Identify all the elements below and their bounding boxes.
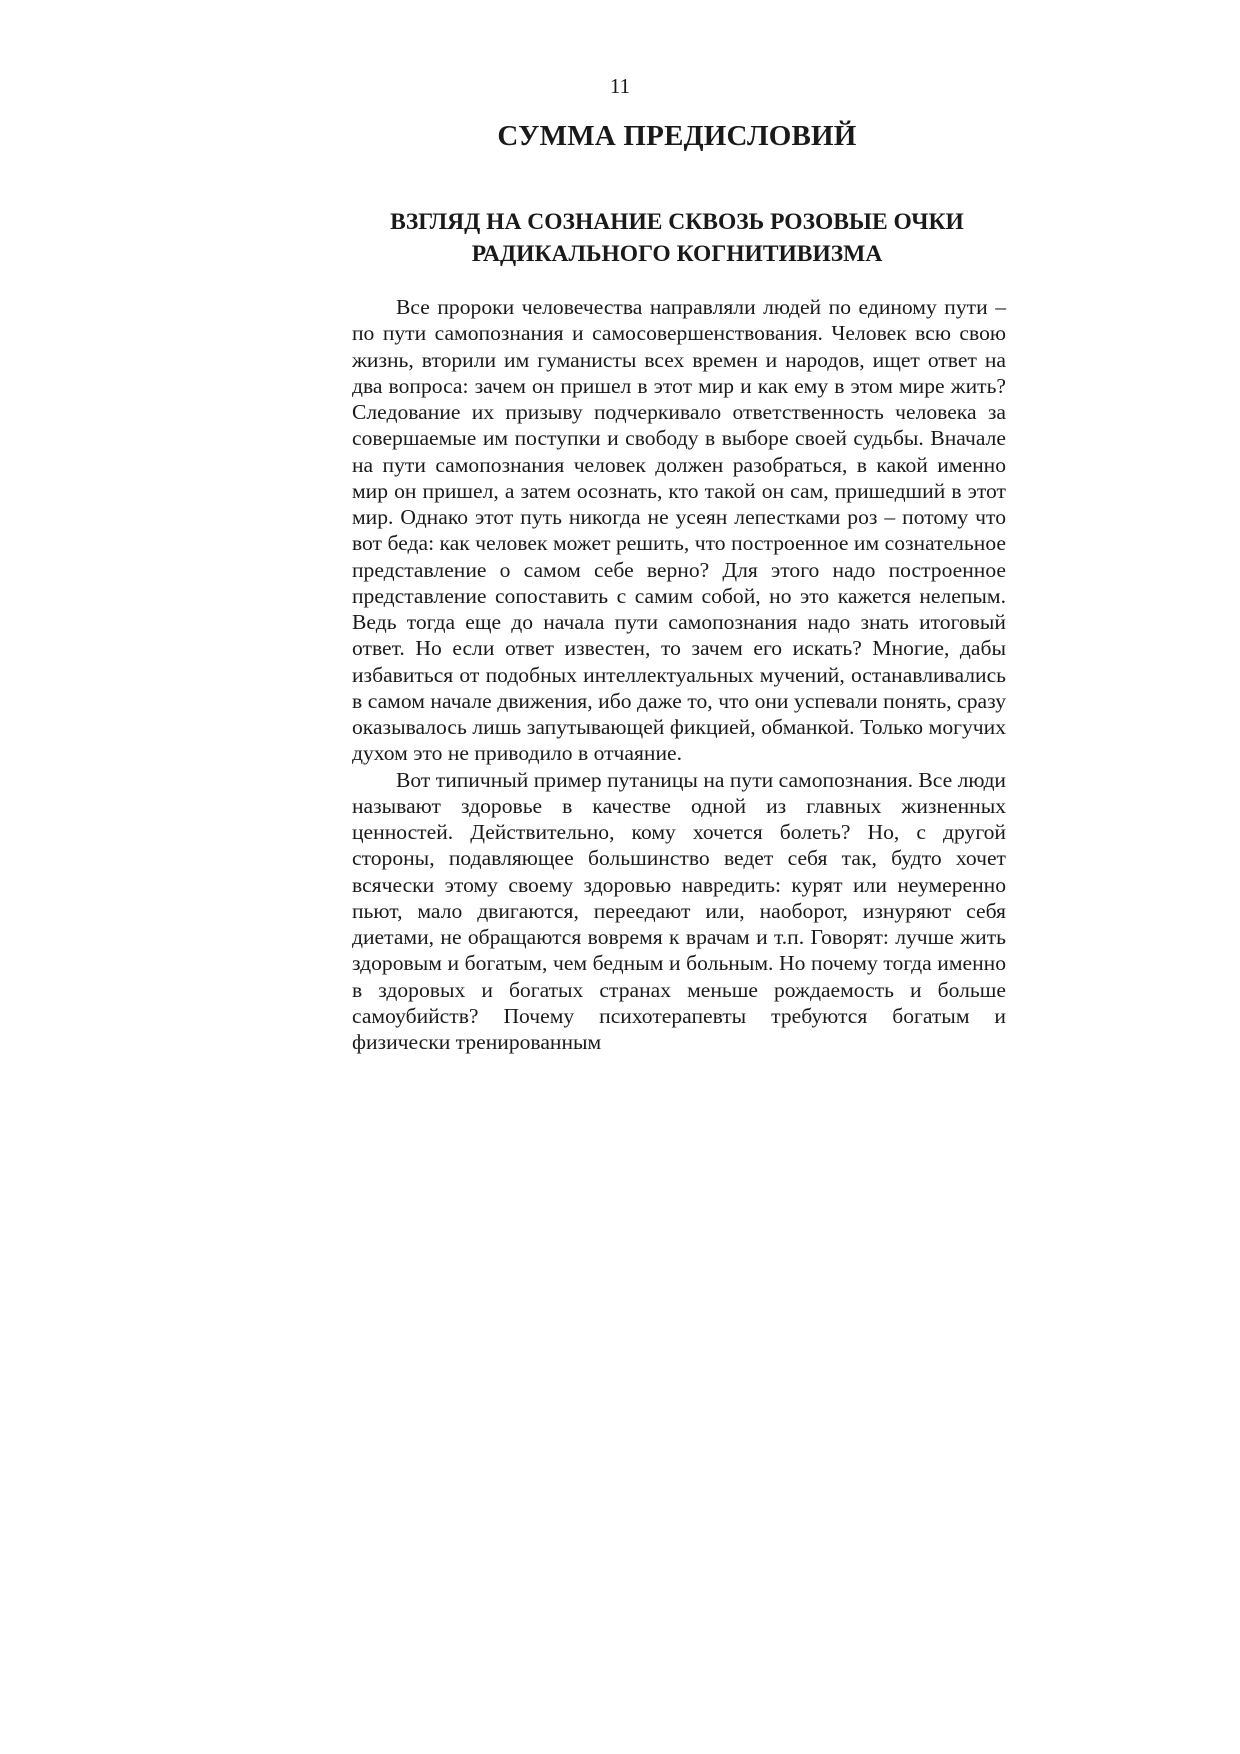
paragraph-1: Все пророки человечества направляли людей по единому пути – по пути самопознания и самосовершенствования. Человек всю свою жизнь, вторили им гуманисты всех времен и народов, ищет ответ на два вопроса: зачем он пришел в этот мир и как ему в этом мире жить? Следование их призыву подчеркивало ответственность человека за совершаемые им поступки и свободу в выборе своей судьбы. Вначале на пути самопознания человек должен разобраться, в какой именно мир он пришел, а затем осознать, кто такой он сам, пришедший в этот мир. Однако этот путь никогда не усеян лепестками роз – потому что вот беда: как человек может решить, что построенное им сознательное представление о самом себе верно? Для этого надо построенное представление сопоставить с самим собой, но это кажется нелепым. Ведь тогда еще до начала пути самопознания надо знать итоговый ответ. Но если ответ известен, то зачем его искать? Многие, дабы избавиться от подобных интеллектуальных мучений, останавливались в самом начале движения, ибо даже то, что они успевали понять, сразу оказывалось лишь запутывающей фикцией, обманкой. Только могучих духом это не приводило в отчаяние. xyxy=(352,295,1006,766)
paragraph-2: Вот типичный пример путаницы на пути самопознания. Все люди называют здоровье в качестве одной из главных жизненных ценностей. Действительно, кому хочется болеть? Но, с другой стороны, подавляющее большинство ведет себя так, будто хочет всячески этому своему здоровью навредить: курят или неумеренно пьют, мало двигаются, переедают или, наоборот, изнуряют себя диетами, не обращаются вовремя к врачам и т.п. Говорят: лучше жить здоровым и богатым, чем бедным и больным. Но почему тогда именно в здоровых и богатых странах меньше рождаемость и больше самоубийств? Почему психотерапевты требуются богатым и физически тренированным xyxy=(352,767,1006,1054)
section-title-line-1: ВЗГЛЯД НА СОЗНАНИЕ СКВОЗЬ РОЗОВЫЕ ОЧКИ xyxy=(390,209,964,235)
page-title: СУММА ПРЕДИСЛОВИЙ xyxy=(497,120,857,152)
section-title xyxy=(352,206,1002,270)
section-title-line-2: РАДИКАЛЬНОГО КОГНИТИВИЗМА xyxy=(471,241,883,267)
body-text xyxy=(352,294,1006,1055)
page-number: 11 xyxy=(609,74,631,98)
